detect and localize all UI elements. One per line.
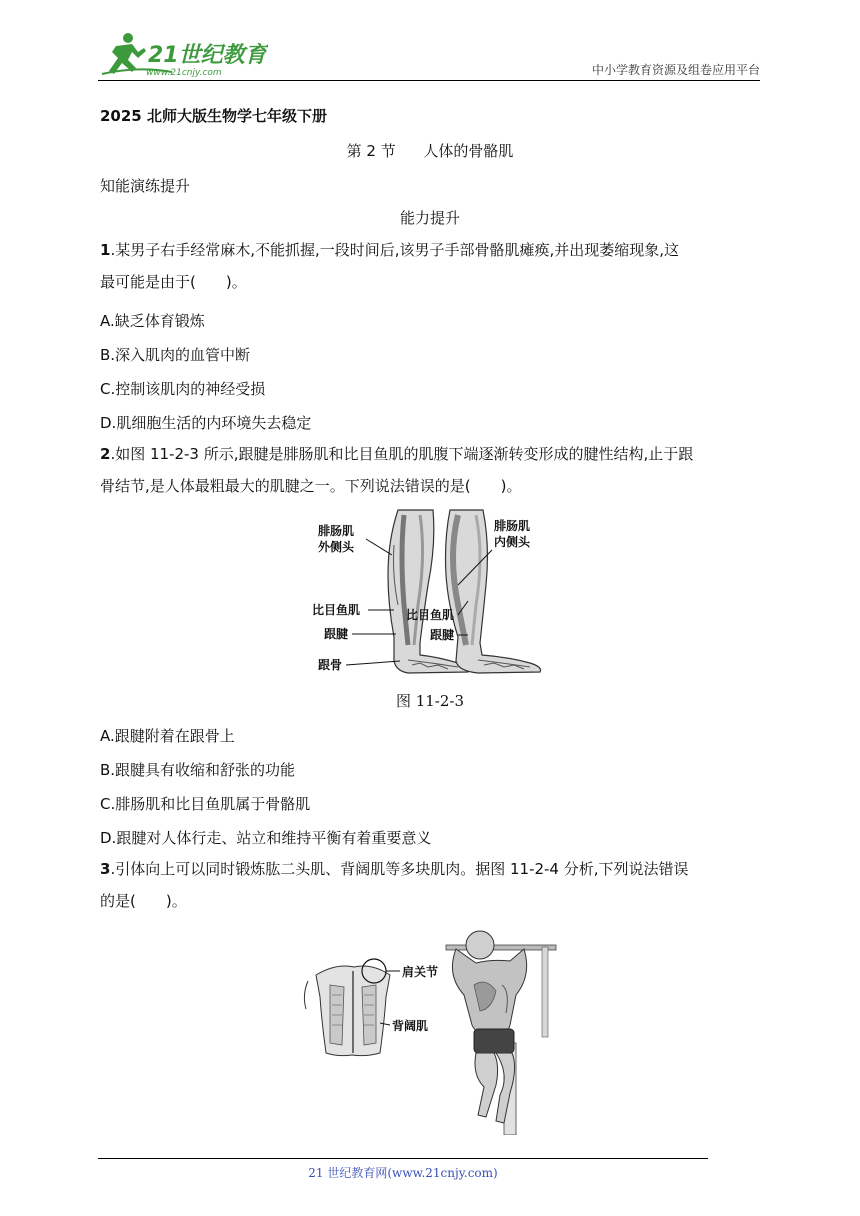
footer-text: 21 世纪教育网(www.21cnjy.com)	[308, 1166, 498, 1180]
q1-option-b: B.深入肌肉的血管中断	[100, 346, 251, 364]
book-title: 2025 北师大版生物学七年级下册	[100, 107, 327, 125]
question-stem: .某男子右手经常麻木,不能抓握,一段时间后,该男子手部骨骼肌瘫痪,并出现萎缩现象,这	[110, 241, 680, 259]
logo-url: www.21cnjy.com	[146, 68, 222, 78]
header-rule	[98, 80, 760, 81]
figure-pullup	[296, 925, 566, 1135]
q1-option-c: C.控制该肌肉的神经受损	[100, 380, 266, 398]
label-lateral-head-2: 外侧头	[318, 540, 355, 554]
q1-option-d: D.肌细胞生活的内环境失去稳定	[100, 414, 312, 432]
footer-rule	[98, 1158, 708, 1159]
heading-ability: 能力提升	[399, 209, 460, 227]
label-calcaneus: 跟骨	[318, 658, 343, 672]
question-stem: .引体向上可以同时锻炼肱二头肌、背阔肌等多块肌肉。据图 11-2-4 分析,下列说法错误	[110, 860, 689, 878]
label-medial-head-2: 内侧头	[494, 535, 531, 549]
heading-practice: 知能演练提升	[100, 177, 191, 195]
question-stem: .如图 11-2-3 所示,跟腱是腓肠肌和比目鱼肌的肌腹下端逐渐转变形成的腱性结构,止于跟	[110, 445, 694, 463]
section-name: 人体的骨骼肌	[423, 142, 514, 160]
label-tendon-right: 跟腱	[430, 628, 455, 642]
pullup-athlete-illustration	[446, 931, 556, 1135]
question-2	[100, 438, 762, 502]
back-muscle-illustration	[304, 959, 390, 1056]
question-stem-cont: 的是( )。	[100, 892, 187, 910]
label-lateral-head-1: 腓肠肌	[318, 524, 355, 538]
leader-line	[366, 539, 392, 555]
figure-caption: 图 11-2-3	[395, 692, 465, 710]
q2-option-a: A.跟腱附着在跟骨上	[100, 727, 235, 745]
q2-option-b: B.跟腱具有收缩和舒张的功能	[100, 761, 296, 779]
q1-option-a: A.缺乏体育锻炼	[100, 312, 205, 330]
question-3	[100, 853, 762, 917]
label-medial-head-1: 腓肠肌	[494, 519, 531, 533]
label-soleus-left: 比目鱼肌	[312, 603, 361, 617]
logo-21cnjy	[98, 30, 268, 78]
label-latissimus: 背阔肌	[392, 1019, 429, 1033]
label-tendon-left: 跟腱	[324, 627, 349, 641]
question-number: 3	[100, 860, 111, 878]
q2-option-d: D.跟腱对人体行走、站立和维持平衡有着重要意义	[100, 829, 432, 847]
question-stem-cont: 骨结节,是人体最粗最大的肌腱之一。下列说法错误的是( )。	[100, 477, 522, 495]
figure-leg-muscles	[308, 505, 568, 680]
q2-option-c: C.腓肠肌和比目鱼肌属于骨骼肌	[100, 795, 311, 813]
question-number: 1	[100, 241, 111, 259]
question-number: 2	[100, 445, 111, 463]
question-1	[100, 234, 762, 298]
label-soleus-right: 比目鱼肌	[406, 608, 455, 622]
page-header	[98, 30, 760, 82]
section-title	[0, 140, 860, 161]
leader-line	[346, 661, 400, 665]
section-number: 第 2 节	[346, 142, 396, 160]
logo-text: 21世纪教育	[148, 43, 267, 68]
header-platform-text: 中小学教育资源及组卷应用平台	[591, 63, 760, 77]
label-shoulder-joint: 肩关节	[402, 965, 439, 979]
question-stem-cont: 最可能是由于( )。	[100, 273, 247, 291]
